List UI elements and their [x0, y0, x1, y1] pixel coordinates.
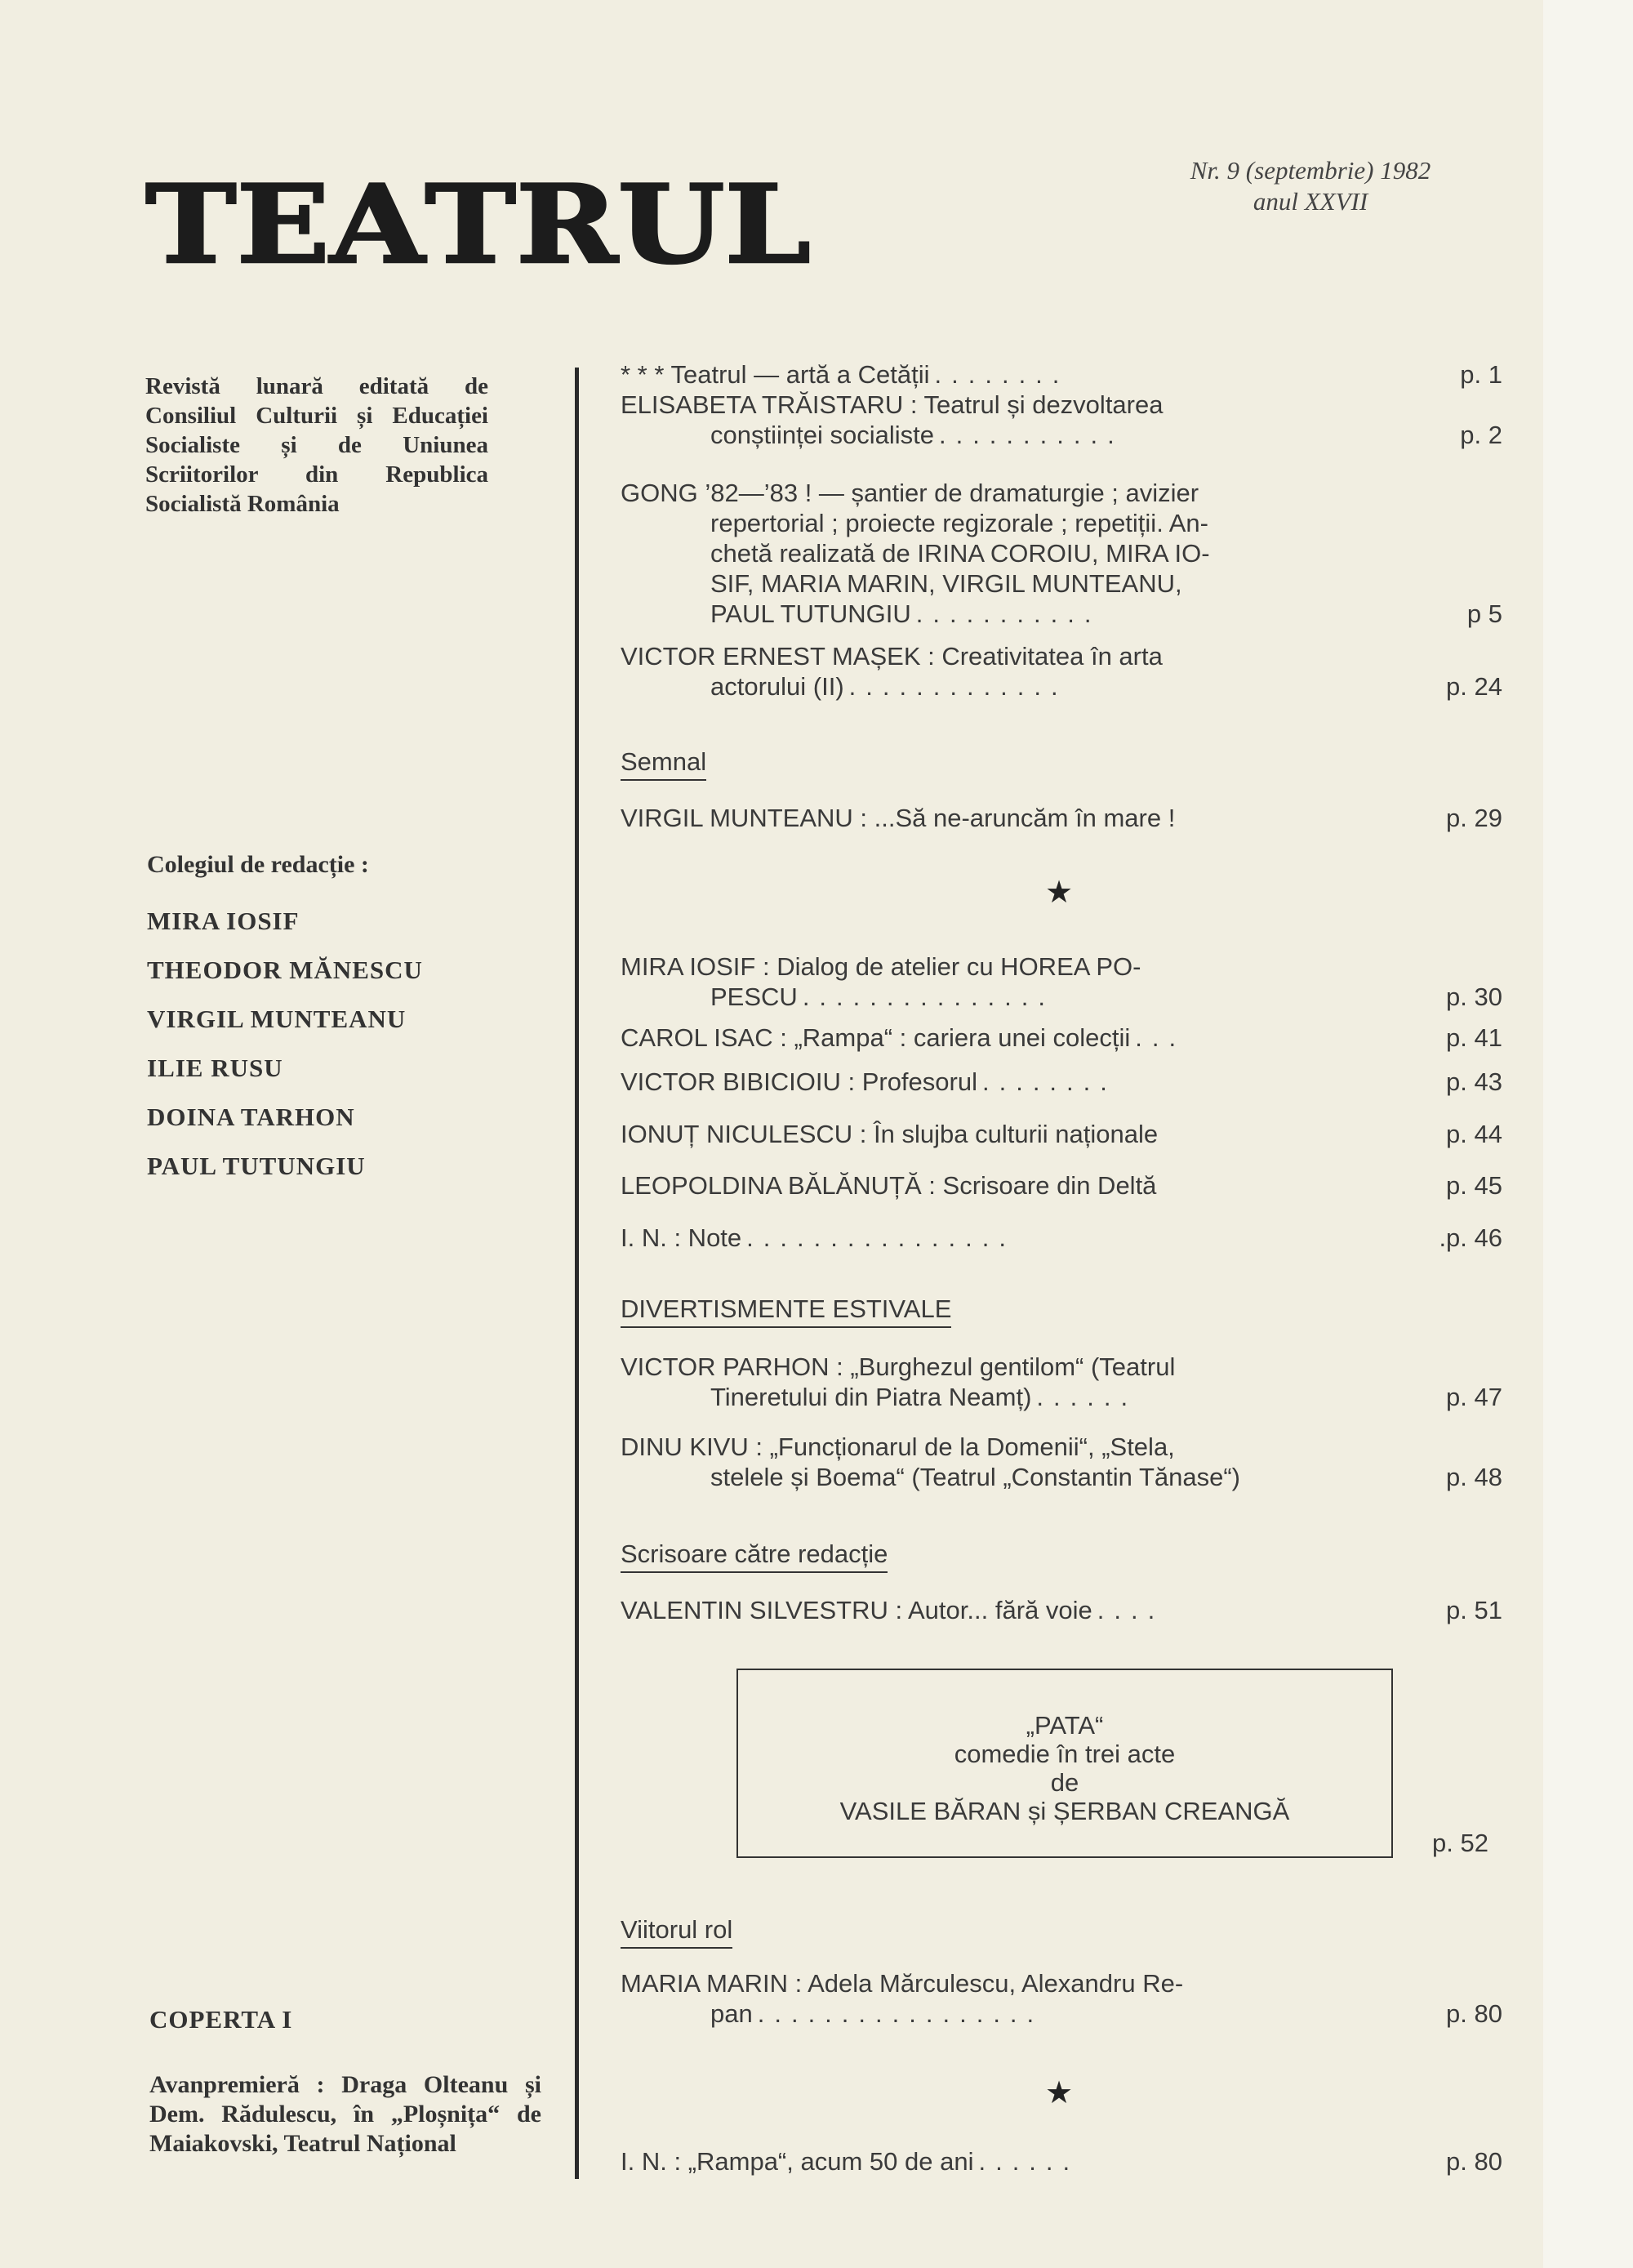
entry-title: VICTOR PARHON : „Burghezul gentilom“ (Teatrul	[621, 1352, 1176, 1381]
entry-title: VALENTIN SILVESTRU : Autor... fără voie	[621, 1596, 1092, 1624]
entry-title: GONG ’82—’83 ! — șantier de dramaturgie ; avizier	[621, 479, 1199, 507]
board-member: DOINA TARHON	[147, 1103, 355, 1131]
issue-info	[1119, 155, 1502, 217]
toc-entry: VALENTIN SILVESTRU : Autor... fără voie .... p. 51	[621, 1596, 1502, 1624]
entry-title: VICTOR BIBICIOIU : Profesorul	[621, 1067, 977, 1096]
board-member: THEODOR MĂNESCU	[147, 956, 423, 984]
toc-entry: VICTOR BIBICIOIU : Profesorul ........ p. 43	[621, 1067, 1502, 1096]
toc-entry: MIRA IOSIF : Dialog de atelier cu HOREA PO- PESCU ............... p. 30	[621, 952, 1502, 1011]
page-number: p. 47	[1446, 1383, 1502, 1411]
column-divider	[575, 368, 579, 2179]
toc-entry	[621, 803, 1502, 833]
toc-entry: I. N. : „Rampa“, acum 50 de ani ...... p. 80	[621, 2147, 1502, 2176]
toc-entry	[621, 1432, 1502, 1492]
entry-title-cont: repertorial ; proiecte regizorale ; repetiții. An-	[710, 509, 1208, 537]
masthead-letter: R	[515, 161, 618, 288]
page-number: p. 45	[1446, 1171, 1502, 1200]
masthead-letter: T	[425, 161, 516, 288]
entry-title: ELISABETA TRĂISTARU : Teatrul și dezvoltarea	[621, 390, 1164, 419]
editorial-board	[147, 851, 498, 1191]
entry-title: IONUȚ NICULESCU : În slujba culturii naționale	[621, 1120, 1159, 1148]
page-number: p 5	[1466, 599, 1502, 628]
toc-entry: ELISABETA TRĂISTARU : Teatrul și dezvoltarea conștiinței socialiste ........... p. 2	[621, 390, 1502, 449]
masthead-logo	[145, 161, 811, 288]
page-number: p. 29	[1446, 804, 1502, 832]
entry-title-cont: Tineretului din Piatra Neamț)	[710, 1383, 1032, 1411]
page-number: p. 80	[1446, 1999, 1502, 2028]
page-number: p. 41	[1446, 1023, 1502, 1052]
page-number: p. 48	[1446, 1463, 1502, 1491]
entry-title: MIRA IOSIF : Dialog de atelier cu HOREA PO-	[621, 952, 1141, 981]
cover-heading: COPERTA I	[149, 2005, 293, 2034]
toc-entry: GONG ’82—’83 ! — șantier de dramaturgie ; avizier repertorial ; proiecte regizorale ; repetiții. An- chetă realizată de IRINA COROIU, MIRA IO- SIF, MARIA MARIN, VIRGIL MUNTEANU, PAUL TUTUNGIU ........... p 5	[621, 479, 1502, 628]
entry-title: I. N. : Note	[621, 1223, 742, 1252]
play-authors: VASILE BĂRAN și ȘERBAN CREANGĂ	[839, 1797, 1290, 1825]
page-number: p. 2	[1460, 421, 1502, 449]
play-subtitle: comedie în trei acte	[954, 1740, 1176, 1768]
page-number: p. 44	[1446, 1120, 1502, 1148]
cover-text: Avanpremieră : Draga Olteanu și Dem. Rădulescu, în „Ploșnița“ de Maiakovski, Teatrul Național	[149, 2071, 541, 2157]
masthead-letter: E	[236, 161, 330, 288]
cover-caption	[149, 2005, 541, 2159]
page-number: p. 52	[1432, 1829, 1488, 1857]
toc-entry: I. N. : Note ................ .p. 46	[621, 1223, 1502, 1252]
page-number: p. 1	[1460, 360, 1502, 389]
page-number: p. 80	[1446, 2147, 1502, 2176]
board-heading: Colegiul de redacție :	[147, 851, 369, 878]
section-heading: DIVERTISMENTE ESTIVALE	[621, 1294, 951, 1328]
masthead-letter: T	[145, 161, 237, 288]
entry-title: MARIA MARIN : Adela Mărculescu, Alexandru Re-	[621, 1969, 1184, 1998]
toc-entry	[621, 1170, 1502, 1201]
section-heading: Scrisoare către redacție	[621, 1539, 888, 1573]
page-number: p. 43	[1446, 1067, 1502, 1096]
play-title: „PATA“	[1026, 1711, 1104, 1740]
masthead-letter: U	[617, 161, 725, 288]
toc-entry: MARIA MARIN : Adela Mărculescu, Alexandru Re- pan ................. p. 80	[621, 1969, 1502, 2028]
entry-title-cont: conștiinței socialiste	[710, 421, 934, 449]
board-member: VIRGIL MUNTEANU	[147, 1005, 407, 1033]
page-edge	[1543, 0, 1633, 2268]
entry-title: DINU KIVU : „Funcționarul de la Domenii“, „Stela,	[621, 1433, 1175, 1461]
page-number: p. 51	[1446, 1596, 1502, 1624]
star-separator-icon: ★	[1045, 2076, 1074, 2110]
board-member: PAUL TUTUNGIU	[147, 1152, 366, 1180]
page-number: p. 30	[1446, 983, 1502, 1011]
entry-title-cont: chetă realizată de IRINA COROIU, MIRA IO-	[710, 539, 1210, 568]
toc-entry: VICTOR ERNEST MAȘEK : Creativitatea în arta actorului (II) ............. p. 24	[621, 642, 1502, 701]
toc-entry	[621, 1119, 1502, 1149]
page-number: .p. 46	[1439, 1223, 1502, 1252]
issue-year: anul XXVII	[1253, 187, 1368, 216]
publisher-statement: Revistă lunară editată de Consiliul Culturii și Educației Socialiste și de Uniunea Scriitorilor din Republica Socialistă România	[145, 373, 488, 517]
masthead-letter: A	[329, 161, 425, 288]
entry-title-cont: SIF, MARIA MARIN, VIRGIL MUNTEANU,	[710, 569, 1182, 598]
section-heading: Viitorul rol	[621, 1915, 732, 1949]
star-separator-icon: ★	[1045, 876, 1074, 910]
entry-title-cont: PAUL TUTUNGIU	[710, 599, 911, 628]
play-by: de	[1050, 1768, 1079, 1797]
toc-entry: CAROL ISAC : „Rampa“ : cariera unei colecții ... p. 41	[621, 1023, 1502, 1052]
entry-title: VICTOR ERNEST MAȘEK : Creativitatea în arta	[621, 642, 1163, 671]
board-member: MIRA IOSIF	[147, 907, 300, 935]
toc-entry: * * * Teatrul — artă a Cetății ........ p. 1	[621, 360, 1502, 389]
masthead-letter: L	[724, 161, 811, 288]
issue-number: Nr. 9 (septembrie) 1982	[1190, 156, 1431, 185]
entry-title: LEOPOLDINA BĂLĂNUȚĂ : Scrisoare din Deltă	[621, 1171, 1157, 1200]
page-number: p. 24	[1446, 672, 1502, 701]
section-heading: Semnal	[621, 747, 706, 781]
entry-title: CAROL ISAC : „Rampa“ : cariera unei colecții	[621, 1023, 1131, 1052]
entry-title-cont: PESCU	[710, 983, 798, 1011]
entry-title: VIRGIL MUNTEANU : ...Să ne-aruncăm în mare !	[621, 804, 1176, 832]
entry-title-cont: stelele și Boema“ (Teatrul „Constantin Tănase“)	[710, 1463, 1240, 1491]
entry-title-cont: pan	[710, 1999, 753, 2028]
toc-entry: VICTOR PARHON : „Burghezul gentilom“ (Teatrul Tineretului din Piatra Neamț) ...... p. 47	[621, 1352, 1502, 1411]
entry-title: * * * Teatrul — artă a Cetății	[621, 360, 930, 389]
featured-play-box	[736, 1669, 1393, 1858]
entry-title-cont: actorului (II)	[710, 672, 844, 701]
entry-title: I. N. : „Rampa“, acum 50 de ani	[621, 2147, 974, 2176]
board-member: ILIE RUSU	[147, 1054, 283, 1082]
